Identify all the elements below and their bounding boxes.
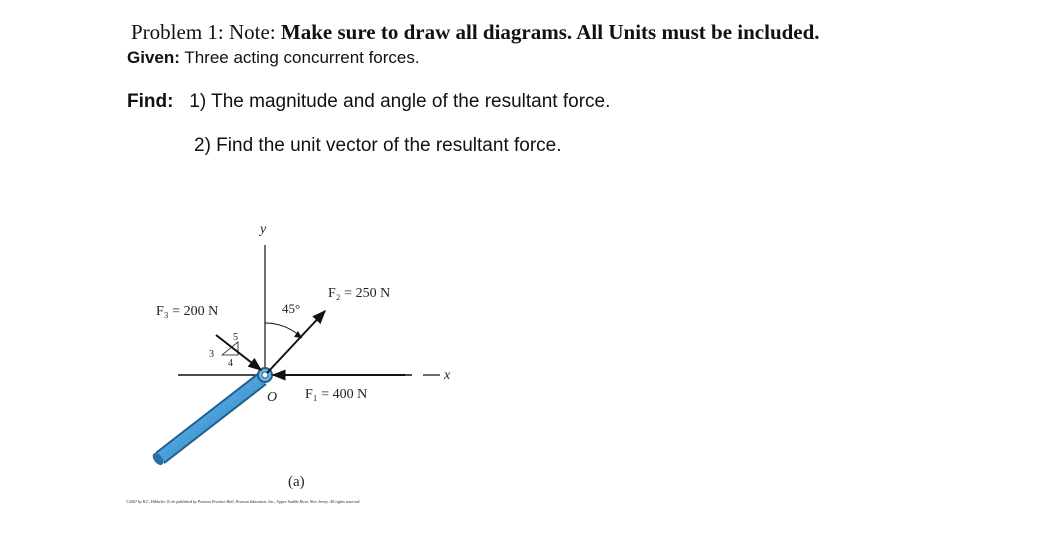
force-diagram-svg — [126, 215, 500, 515]
find-item-2: 2) Find the unit vector of the resultant force. — [194, 135, 562, 156]
slope-rise-label: 3 — [209, 349, 214, 360]
find-line-2 — [194, 135, 562, 157]
f3-label: F₃ = 200 N — [156, 304, 219, 319]
f3-arrow — [216, 335, 261, 370]
given-text: Three acting concurrent forces. — [184, 48, 420, 67]
angle-label: 45° — [282, 301, 301, 316]
rod — [151, 379, 262, 467]
f2-label: F₂ = 250 N — [328, 286, 391, 301]
problem-statement — [131, 20, 820, 45]
given-line — [127, 48, 420, 68]
origin-label: O — [267, 390, 278, 405]
slope-triangle — [222, 342, 238, 355]
slope-hyp-label: 5 — [233, 332, 238, 343]
figure-caption: (a) — [288, 474, 305, 490]
f2-arrow — [267, 311, 325, 373]
slope-run-label: 4 — [228, 358, 233, 369]
find-item-1: 1) The magnitude and angle of the resultant force. — [189, 91, 611, 112]
find-line — [127, 91, 610, 113]
problem-emphasis: Make sure to draw all diagrams. All Units must be included. — [280, 20, 820, 44]
find-label: Find: — [127, 91, 174, 112]
force-diagram — [126, 215, 500, 515]
copyright-note: ©2007 by R.C. Hibbeler. To be published by Pearson Prentice Hall, Pearson Education, Inc., Upper Saddle River, New Jersey. All rights reserved. — [126, 499, 361, 504]
given-label: Given: — [127, 48, 180, 67]
problem-prefix: Problem 1: Note: — [131, 20, 281, 44]
f1-label: F₁ = 400 N — [305, 387, 368, 402]
y-axis-label: y — [260, 222, 267, 237]
x-axis-label: x — [444, 368, 451, 383]
